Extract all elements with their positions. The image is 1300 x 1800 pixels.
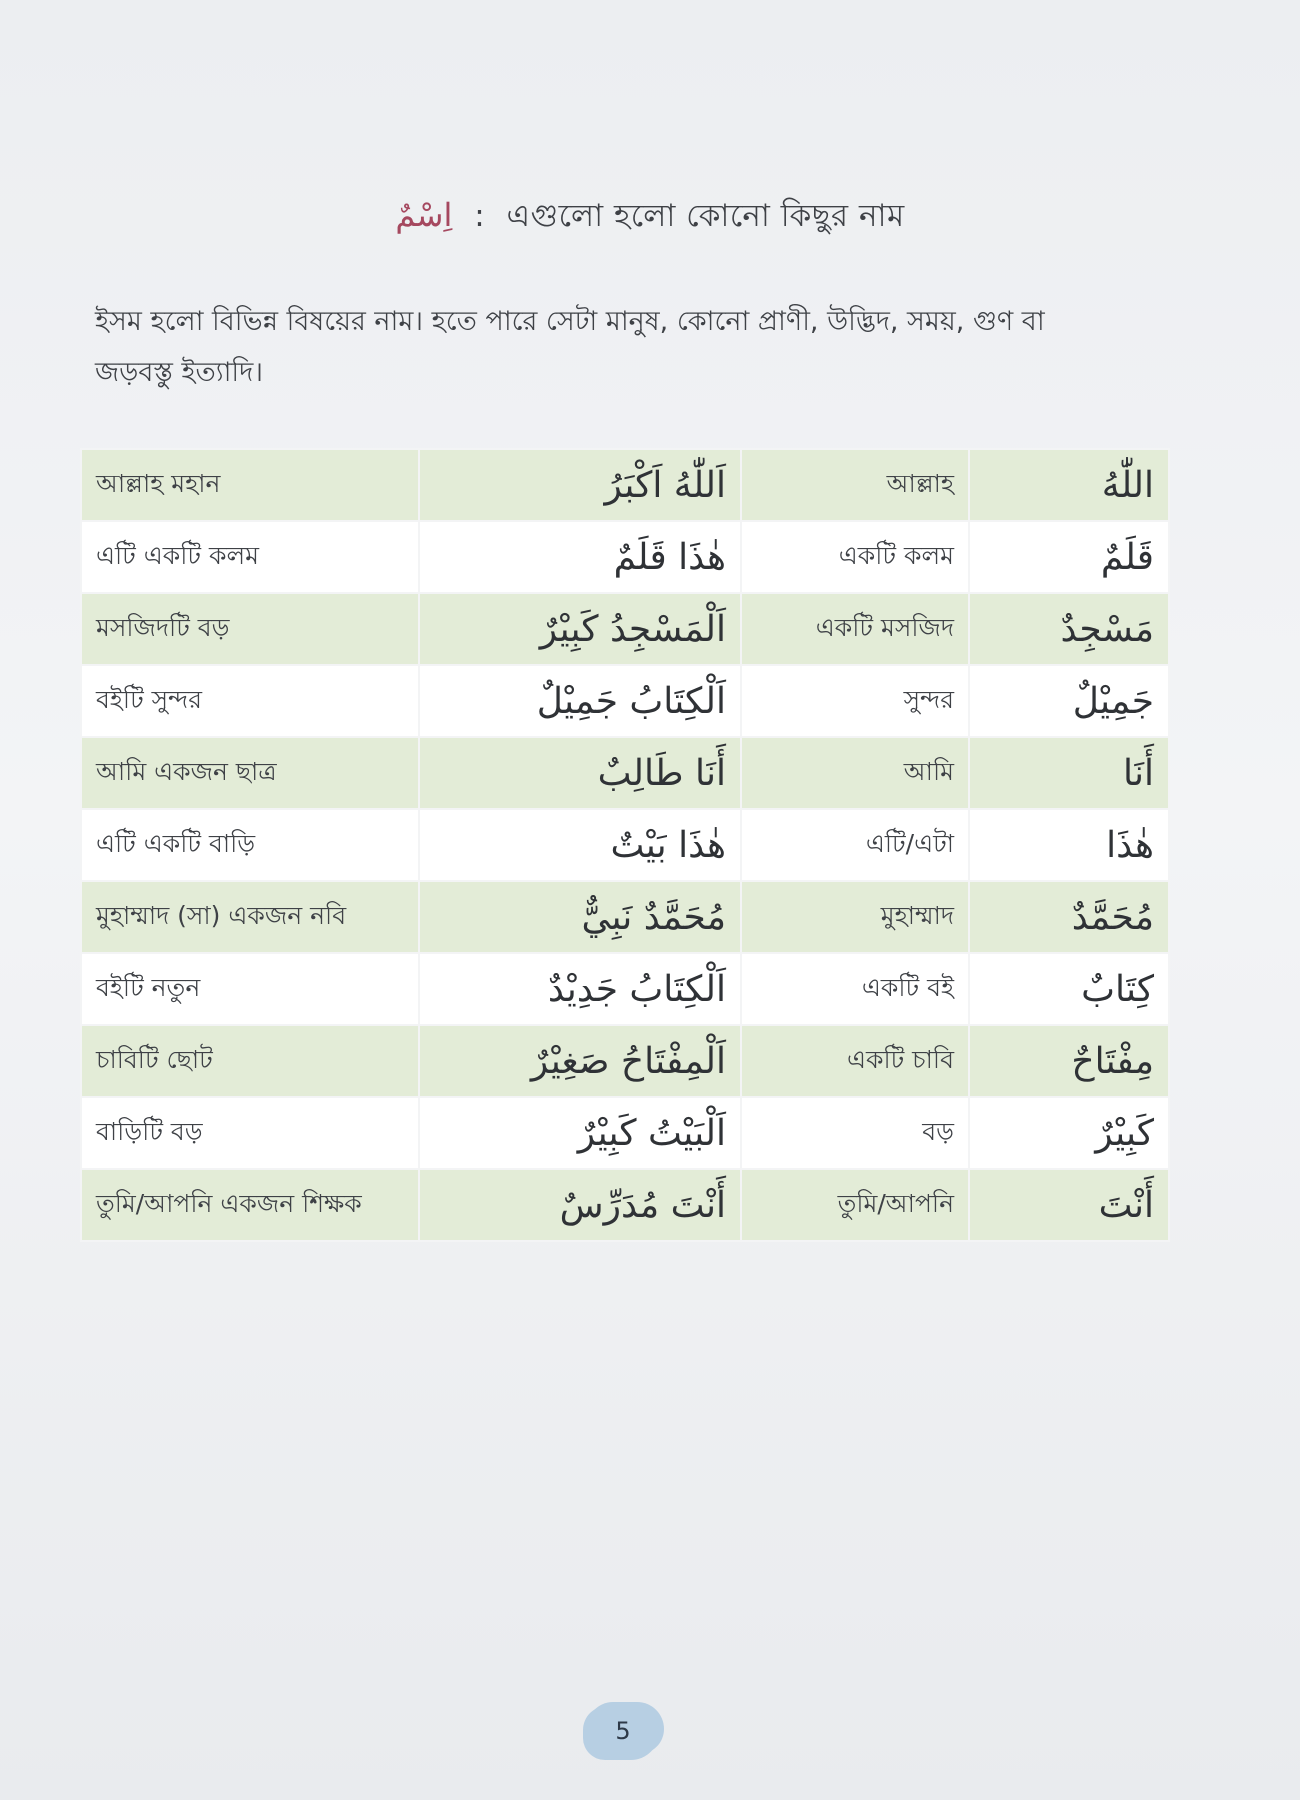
heading-bengali: এগুলো হলো কোনো কিছুর নাম [506,198,905,234]
table-row [81,1025,1169,1097]
bengali-meaning: একটি চাবি [741,1025,969,1097]
table-row [81,1169,1169,1241]
bengali-sentence: চাবিটি ছোট [81,1025,419,1097]
table-row [81,809,1169,881]
arabic-sentence: اَلْكِتَابُ جَمِيْلٌ [419,665,741,737]
bengali-meaning: আমি [741,737,969,809]
arabic-word: كَبِيْرٌ [969,1097,1169,1169]
arabic-sentence: أَنَا طَالِبٌ [419,737,741,809]
bengali-sentence: মুহাম্মাদ (সা) একজন নবি [81,881,419,953]
heading-arabic: اِسْمٌ [395,196,453,234]
arabic-sentence: أَنْتَ مُدَرِّسٌ [419,1169,741,1241]
bengali-meaning: সুন্দর [741,665,969,737]
bengali-meaning: একটি মসজিদ [741,593,969,665]
bengali-sentence: মসজিদটি বড় [81,593,419,665]
arabic-sentence: هٰذَا قَلَمٌ [419,521,741,593]
page-number-badge [587,1702,659,1760]
bengali-meaning: একটি কলম [741,521,969,593]
table-row [81,953,1169,1025]
bengali-sentence: এটি একটি কলম [81,521,419,593]
arabic-word: مِفْتَاحٌ [969,1025,1169,1097]
table-row [81,1097,1169,1169]
arabic-sentence: هٰذَا بَيْتٌ [419,809,741,881]
vocabulary-table [80,448,1170,1242]
bengali-sentence: বইটি সুন্দর [81,665,419,737]
table-row [81,521,1169,593]
arabic-word: اللّٰهُ [969,449,1169,521]
arabic-word: قَلَمٌ [969,521,1169,593]
bengali-sentence: আল্লাহ মহান [81,449,419,521]
bengali-sentence: তুমি/আপনি একজন শিক্ষক [81,1169,419,1241]
arabic-word: جَمِيْلٌ [969,665,1169,737]
arabic-sentence: اَلْبَيْتُ كَبِيْرٌ [419,1097,741,1169]
bengali-sentence: বইটি নতুন [81,953,419,1025]
table-row [81,737,1169,809]
arabic-word: أَنَا [969,737,1169,809]
table-row [81,665,1169,737]
bengali-meaning: বড় [741,1097,969,1169]
arabic-word: كِتَابٌ [969,953,1169,1025]
page-number: 5 [615,1717,631,1745]
bengali-meaning: আল্লাহ [741,449,969,521]
table-row [81,881,1169,953]
arabic-word: مَسْجِدٌ [969,593,1169,665]
arabic-sentence: اَللّٰهُ اَكْبَرُ [419,449,741,521]
table-row [81,449,1169,521]
arabic-word: أَنْتَ [969,1169,1169,1241]
bengali-sentence: বাড়িটি বড় [81,1097,419,1169]
bengali-sentence: এটি একটি বাড়ি [81,809,419,881]
arabic-word: هٰذَا [969,809,1169,881]
heading-separator: : [474,198,485,234]
arabic-sentence: اَلْمِفْتَاحُ صَغِيْرٌ [419,1025,741,1097]
bengali-meaning: এটি/এটা [741,809,969,881]
table-row [81,593,1169,665]
arabic-sentence: اَلْمَسْجِدُ كَبِيْرٌ [419,593,741,665]
arabic-sentence: مُحَمَّدٌ نَبِيٌّ [419,881,741,953]
arabic-sentence: اَلْكِتَابُ جَدِيْدٌ [419,953,741,1025]
arabic-word: مُحَمَّدٌ [969,881,1169,953]
intro-paragraph: ইসম হলো বিভিন্ন বিষয়ের নাম। হতে পারে সেটা মানুষ, কোনো প্রাণী, উদ্ভিদ, সময়, গুণ বা জড়বস্তু ইত্যাদি। [95,306,1045,389]
bengali-meaning: তুমি/আপনি [741,1169,969,1241]
bengali-meaning: একটি বই [741,953,969,1025]
bengali-meaning: মুহাম্মাদ [741,881,969,953]
bengali-sentence: আমি একজন ছাত্র [81,737,419,809]
section-heading [0,192,1300,244]
